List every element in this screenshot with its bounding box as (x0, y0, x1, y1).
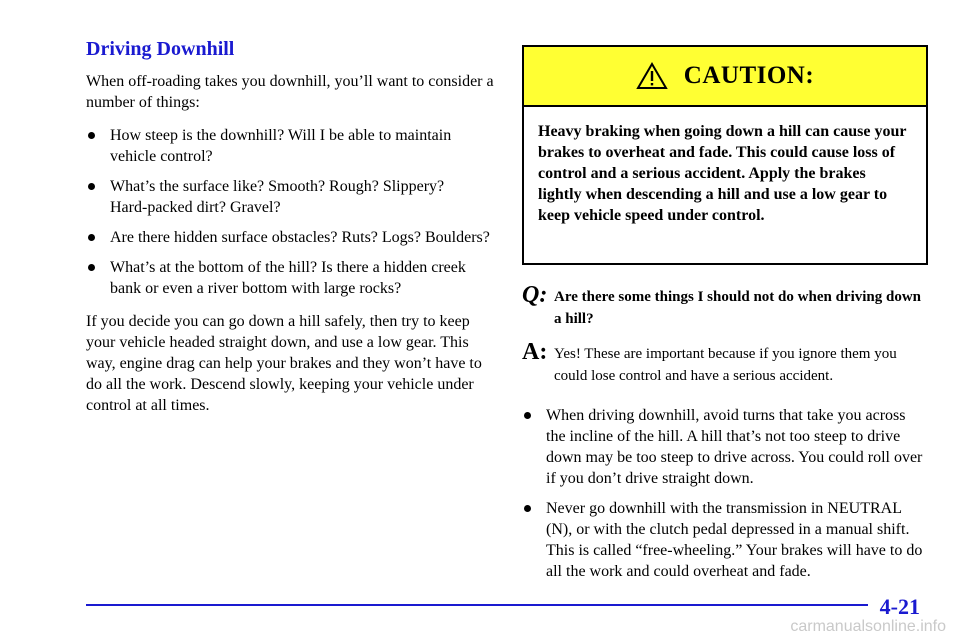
list-item: How steep is the downhill? Will I be able to maintain vehicle control? (86, 125, 496, 167)
downhill-tips-list (522, 405, 928, 582)
list-item: Never go downhill with the transmission in NEUTRAL (N), or with the clutch pedal depressed in a manual shift. This is called “free‑wheeling.” Your brakes will have to do all the work and could overheat and fade. (522, 498, 928, 582)
answer-text: Yes! These are important because if you ignore them you could lose control and have a serious accident. (554, 346, 897, 384)
bullet-icon (88, 234, 95, 241)
caution-title: CAUTION: (683, 62, 815, 89)
footer-divider (86, 604, 868, 606)
caution-header (524, 47, 926, 107)
bullet-icon (524, 505, 531, 512)
warning-triangle-icon (636, 62, 668, 90)
answer-letter: A: (522, 339, 548, 365)
list-item: When driving downhill, avoid turns that take you across the incline of the hill. A hill that’s not too steep to drive down may be too steep to drive across. You could roll over if you don’t drive straight down. (522, 405, 928, 489)
intro-paragraph: When off‑roading takes you downhill, you’ll want to consider a number of things: (86, 73, 494, 111)
question-letter: Q: (522, 282, 548, 308)
bullet-icon (88, 264, 95, 271)
caution-box (522, 45, 928, 265)
question-text: Are there some things I should not do when driving down a hill? (554, 289, 922, 327)
bullet-icon (524, 412, 531, 419)
right-column (522, 45, 928, 594)
list-item: What’s the surface like? Smooth? Rough? Slippery? Hard‑packed dirt? Gravel? (86, 176, 496, 218)
bullet-icon (88, 183, 95, 190)
bullet-icon (88, 132, 95, 139)
page-number: 4-21 (879, 594, 920, 619)
watermark: carmanualsonline.info (790, 618, 946, 635)
list-item: What’s at the bottom of the hill? Is there a hidden creek bank or even a river bottom with large rocks? (86, 257, 496, 299)
left-column (86, 38, 496, 428)
answer-block (522, 340, 928, 387)
list-item: Are there hidden surface obstacles? Ruts? Logs? Boulders? (86, 227, 496, 248)
caution-text: Heavy braking when going down a hill can cause your brakes to overheat and fade. This could cause loss of control and a serious accident. Apply the brakes lightly when descending a hill and use a low gear to keep vehicle speed under control. (538, 123, 907, 224)
considerations-list (86, 125, 496, 299)
closing-paragraph: If you decide you can go down a hill safely, then try to keep your vehicle headed straight down, and use a low gear. This way, engine drag can help your brakes and they won’t have to do all the work. Descend slowly, keeping your vehicle under control at all times. (86, 313, 482, 414)
section-title: Driving Downhill (86, 38, 235, 60)
question-block (522, 283, 928, 330)
